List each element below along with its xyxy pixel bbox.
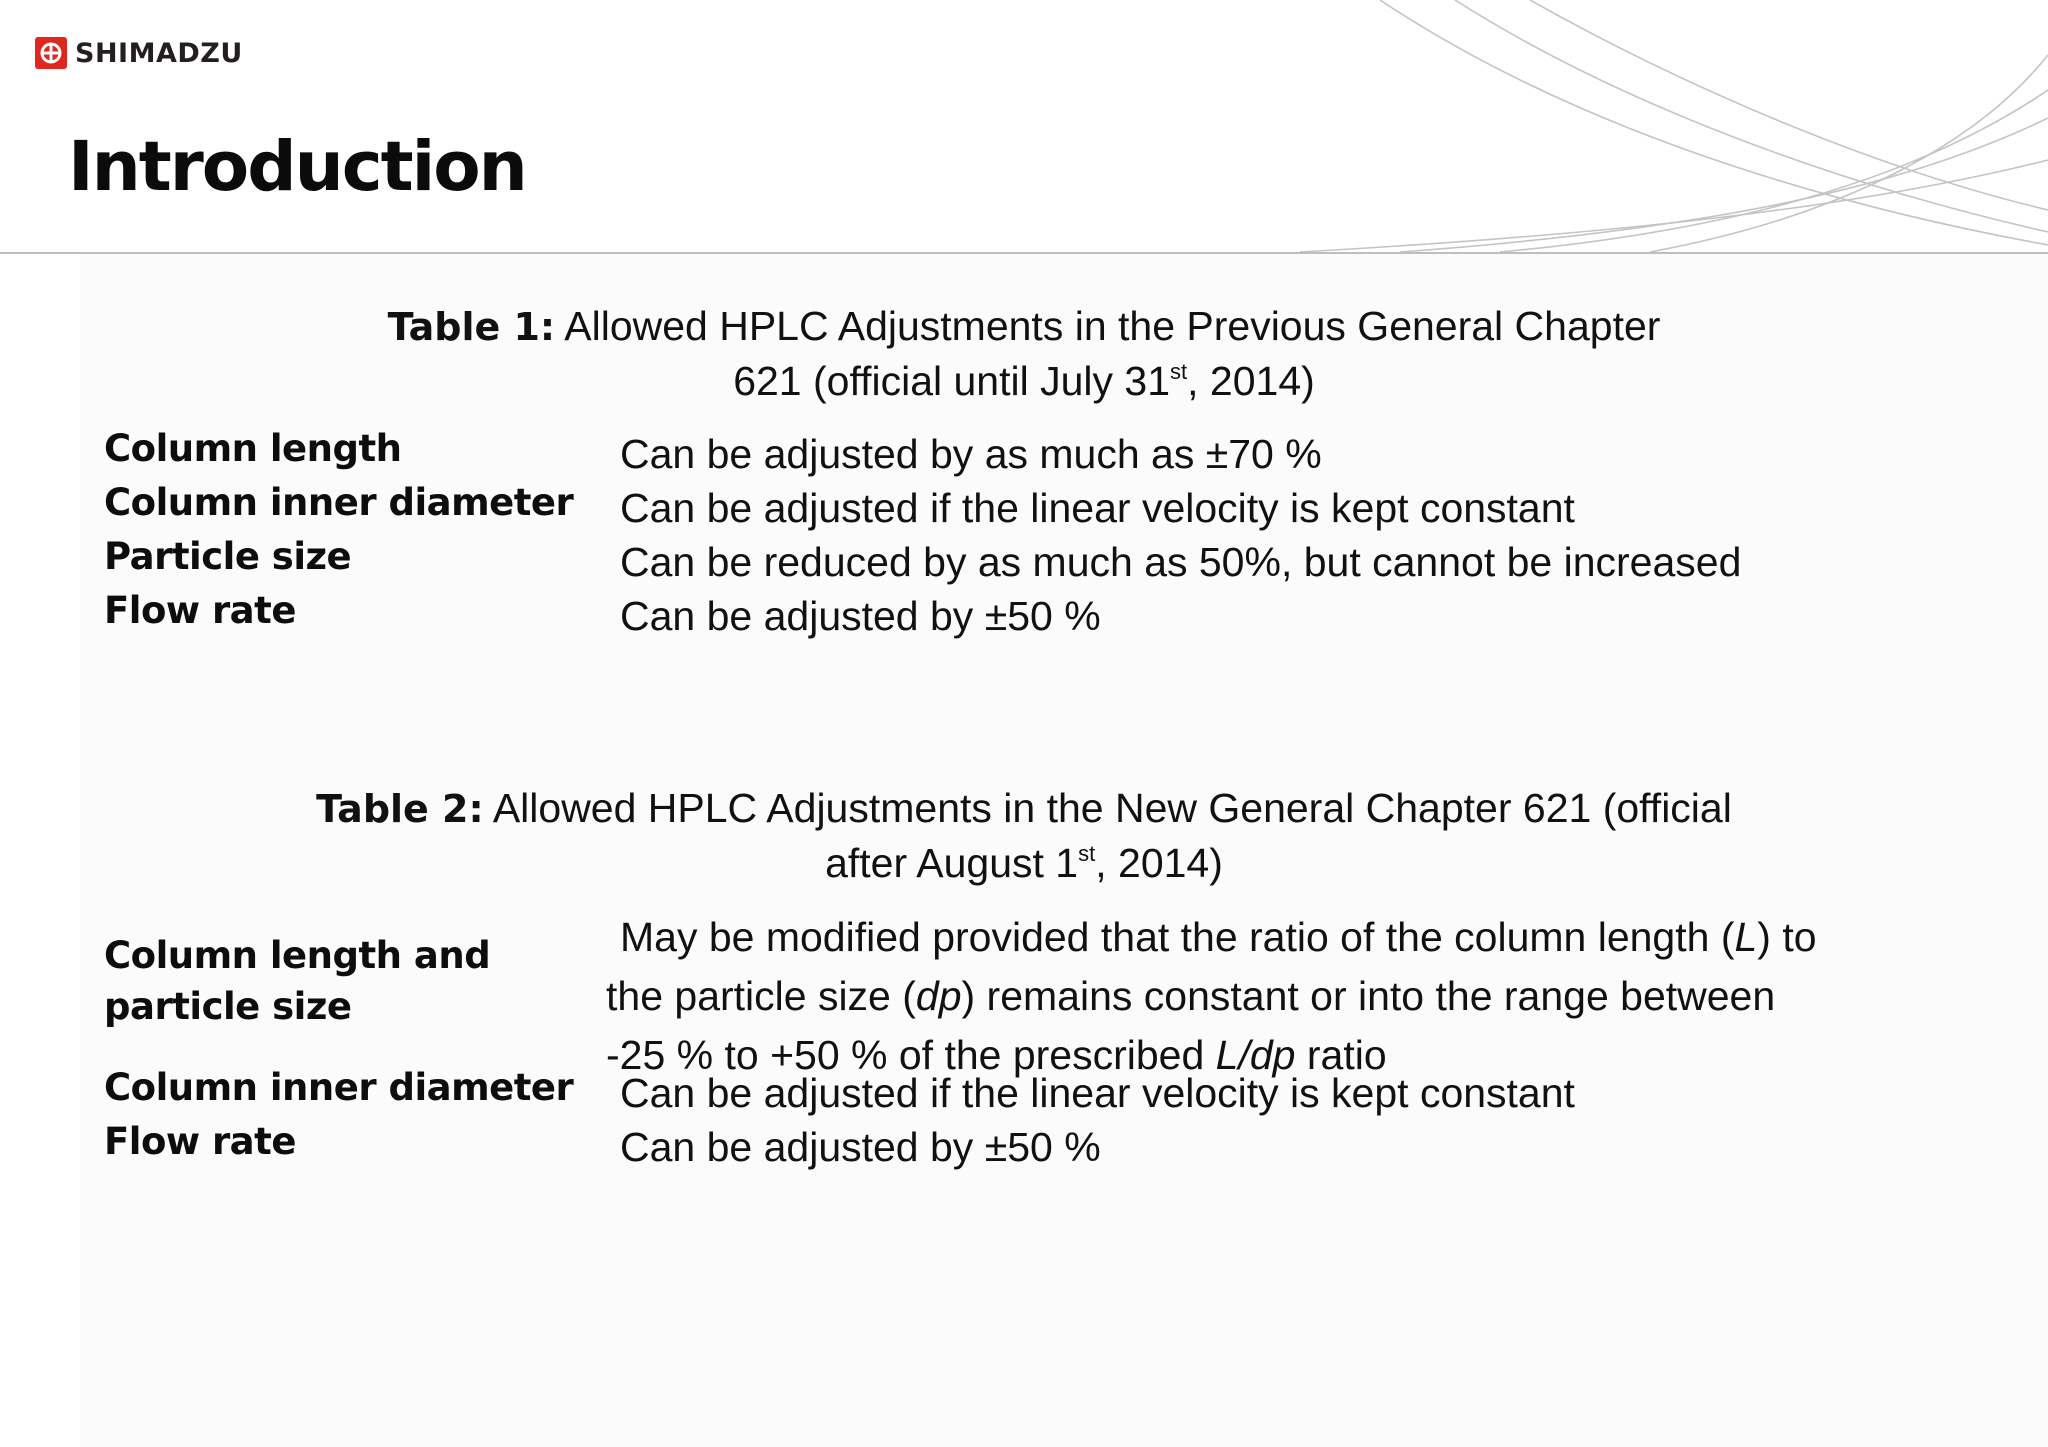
table1-row-value: Can be adjusted if the linear velocity is kept constant bbox=[620, 485, 1575, 531]
shimadzu-logo bbox=[35, 37, 243, 69]
table2-row-value bbox=[606, 908, 2006, 1085]
table1-row-label: Particle size bbox=[104, 535, 352, 578]
value-symbol-ldp: L/dp bbox=[1215, 1032, 1296, 1078]
value-symbol-dp: dp bbox=[915, 973, 962, 1019]
table2-caption-label: Table 2: bbox=[316, 787, 484, 831]
table2-row-value: Can be adjusted by ±50 % bbox=[620, 1124, 1101, 1170]
table2-caption-date: after August 1 bbox=[825, 840, 1079, 886]
table2-row-label bbox=[104, 930, 490, 1032]
shimadzu-logo-icon bbox=[35, 37, 67, 69]
table1-caption-year: , 2014) bbox=[1187, 358, 1315, 404]
value-symbol-l: L bbox=[1734, 914, 1758, 960]
value-text: ) to bbox=[1757, 914, 1817, 960]
table1-row-label: Flow rate bbox=[104, 589, 296, 632]
value-text: ) remains constant or into the range between bbox=[961, 973, 1776, 1019]
table2-row-value-line2 bbox=[606, 967, 2006, 1026]
value-text: -25 % to +50 % of the prescribed bbox=[606, 1032, 1216, 1078]
table2-caption-superscript: st bbox=[1078, 841, 1096, 866]
table1-caption-superscript: st bbox=[1170, 359, 1188, 384]
table2-caption bbox=[0, 781, 2048, 890]
table1-row-value: Can be adjusted by ±50 % bbox=[620, 593, 1101, 639]
table1-row-value: Can be reduced by as much as 50%, but cannot be increased bbox=[620, 539, 1742, 585]
table1-caption-date: 621 (official until July 31 bbox=[733, 358, 1171, 404]
value-text: ratio bbox=[1295, 1032, 1387, 1078]
table1-row-label: Column length bbox=[104, 427, 402, 470]
page-title: Introduction bbox=[68, 127, 526, 207]
table1-caption-label: Table 1: bbox=[387, 305, 556, 349]
table2-row-label-line1: Column length and bbox=[104, 934, 491, 977]
table2-row-value: Can be adjusted if the linear velocity is kept constant bbox=[620, 1070, 1575, 1116]
table2-row-label-line2: particle size bbox=[104, 985, 352, 1028]
table1-caption bbox=[0, 299, 2048, 408]
table1-caption-line1 bbox=[0, 299, 2048, 354]
table2-row-value-line1 bbox=[606, 908, 2006, 967]
table2-row-label: Flow rate bbox=[104, 1120, 296, 1163]
table2-caption-year: , 2014) bbox=[1095, 840, 1223, 886]
table1-row-label: Column inner diameter bbox=[104, 481, 574, 524]
table1-row-value: Can be adjusted by as much as ±70 % bbox=[620, 431, 1322, 477]
value-text: May be modified provided that the ratio of the column length ( bbox=[620, 914, 1735, 960]
table2-caption-line1 bbox=[0, 781, 2048, 836]
table2-row-label: Column inner diameter bbox=[104, 1066, 574, 1109]
table1-caption-line2 bbox=[0, 354, 2048, 408]
logo-text: SHIMADZU bbox=[75, 37, 243, 69]
value-text: the particle size ( bbox=[606, 973, 916, 1019]
table2-caption-line2 bbox=[0, 836, 2048, 890]
table2-caption-text: Allowed HPLC Adjustments in the New General Chapter 621 (official bbox=[492, 785, 1732, 831]
table1-caption-text: Allowed HPLC Adjustments in the Previous General Chapter bbox=[564, 303, 1661, 349]
